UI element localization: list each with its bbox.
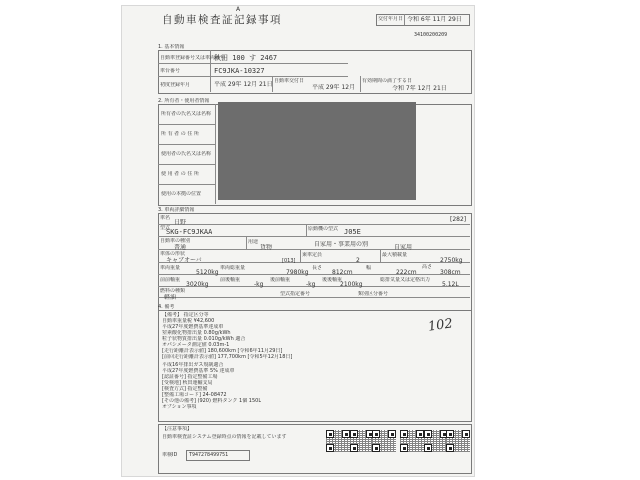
use-value: 貨物 xyxy=(260,244,273,251)
issue-date-label: 交付年月日 xyxy=(378,16,404,22)
model-value: SKG-FC9JKAA xyxy=(166,228,213,236)
remark-line: オプション事項 xyxy=(162,404,197,410)
owner-address-label: 所 有 者 の 住 所 xyxy=(161,131,199,137)
redaction-block xyxy=(218,102,416,200)
length-value: 812cm xyxy=(332,269,353,276)
weight-label: 車両重量 xyxy=(160,265,181,271)
width-value: 222cm xyxy=(396,269,417,276)
body-code: [013] xyxy=(282,258,296,264)
remark-line: 【備考】 指定区分等 xyxy=(162,312,209,318)
capacity-label: 乗車定員 xyxy=(302,252,323,258)
document-title: 自動車検査証記録事項 xyxy=(162,14,282,26)
issued-label: 自動車交付日 xyxy=(274,78,305,84)
kind-label: 自動車の種別 xyxy=(160,238,191,244)
basic-section-title: 1. 基本情報 xyxy=(158,44,185,50)
qr-code xyxy=(372,430,396,452)
engine-value: J05E xyxy=(344,228,361,236)
inspection-certificate-sheet xyxy=(122,6,474,476)
rf-axle-label: 後前軸重 xyxy=(270,277,291,283)
class-label: 類別区分番号 xyxy=(358,291,389,297)
max-load-label: 最大積載量 xyxy=(382,252,408,258)
disp-value: 5.12L xyxy=(442,281,459,288)
remark-line: [前回走行距離計表示値] 177,700km [令和5年12月18日] xyxy=(162,354,293,360)
qr-code xyxy=(424,430,448,452)
rear-axle-label: 後後軸重 xyxy=(322,277,343,283)
weight-value: 5120kg xyxy=(196,269,219,276)
remark-line: 平成27年度燃費基準 5% 達成車 xyxy=(162,368,235,374)
expiry-value: 令和 7年 12月 21日 xyxy=(392,85,447,92)
maker-code: [282] xyxy=(450,216,467,223)
notes-line: 自動車検査証システム登録時点の情報を記載しています xyxy=(162,434,287,440)
width-label: 幅 xyxy=(366,265,372,271)
fr-axle-value: -kg xyxy=(254,281,264,288)
qr-code xyxy=(446,430,470,452)
remark-line: [その他の備考] (920) 燃料タンク 1個 150L xyxy=(162,398,262,404)
fr-axle-label: 前後軸重 xyxy=(220,277,241,283)
chassis-value: FC9JKA-10327 xyxy=(214,67,265,75)
expiry-label: 有効期間の満了する日 xyxy=(362,78,413,84)
fuel-value: 軽油 xyxy=(164,294,177,301)
capacity-value: 2 xyxy=(356,257,360,264)
remarks-section-title: 4. 備考 xyxy=(158,304,175,310)
chassis-label: 車台番号 xyxy=(160,68,181,74)
kind-value: 普通 xyxy=(174,244,187,251)
length-label: 長さ xyxy=(312,265,323,271)
business-label: 自家用・事業用の別 xyxy=(314,241,369,248)
remark-line: [認証番号] 指定整備工場 xyxy=(162,374,218,380)
base-location-label: 使用の本拠の位置 xyxy=(161,191,202,197)
max-load-value: 2750kg xyxy=(440,257,463,264)
owner-name-label: 所有者の氏名又は名称 xyxy=(161,111,212,117)
body-label: 車体の形状 xyxy=(160,251,186,257)
reg-value: 秋田 100 す 2467 xyxy=(214,54,278,62)
header-mark: A xyxy=(236,6,241,13)
use-label: 用途 xyxy=(248,239,259,245)
remark-line: [走行距離計表示値] 180,600km [令和6年11月29日] xyxy=(162,348,283,354)
type-approval-label: 型式指定番号 xyxy=(280,291,311,297)
remark-line: 平成27年度燃費基準達成車 xyxy=(162,324,224,330)
vehicle-id-label: 車検ID xyxy=(162,452,178,458)
remark-line: 窒素酸化物排出量 0.80g/kWh xyxy=(162,330,231,336)
user-address-label: 使 用 者 の 住 所 xyxy=(161,171,199,177)
notes-title: 【注意事項】 xyxy=(162,426,193,432)
front-axle-label: 前前軸重 xyxy=(160,277,181,283)
vehicle-id-value: T947278499751 xyxy=(189,452,229,458)
rear-axle-value: 2100kg xyxy=(340,281,363,288)
remark-line: 平成16年排出ガス規制適合 xyxy=(162,362,224,368)
user-name-label: 使用者の氏名又は名称 xyxy=(161,151,212,157)
body-value: キャブオーバ xyxy=(166,257,202,264)
vehicle-section-title: 3. 車両詳細情報 xyxy=(158,207,195,213)
qr-code xyxy=(326,430,350,452)
maker-value: 日野 xyxy=(174,219,187,226)
qr-code xyxy=(400,430,424,452)
qr-code xyxy=(350,430,374,452)
front-axle-value: 3020kg xyxy=(186,281,209,288)
handwritten-note: 102 xyxy=(427,316,454,335)
rf-axle-value: -kg xyxy=(306,281,316,288)
remark-line: 自動車重量税 ¥42,600 xyxy=(162,318,215,324)
owner-section-title: 2. 所有者・使用者情報 xyxy=(158,98,210,104)
height-value: 308cm xyxy=(440,269,461,276)
gross-label: 車両総重量 xyxy=(220,265,246,271)
maker-label: 車名 xyxy=(160,215,171,221)
first-reg-label: 初度登録年月 xyxy=(160,82,191,88)
engine-label: 原動機の型式 xyxy=(308,226,339,232)
remark-line: [整備工場コード] 24-08472 xyxy=(162,392,227,398)
gross-value: 7980kg xyxy=(286,269,309,276)
document-number: 34100200209 xyxy=(414,32,448,38)
fuel-label: 燃料の種類 xyxy=(160,288,186,294)
height-label: 高さ xyxy=(422,264,433,270)
remark-line: [受検地] 秋田運輸支局 xyxy=(162,380,213,386)
reg-label: 自動車登録番号又は車両番号 xyxy=(160,55,226,61)
model-label: 型式 xyxy=(160,225,171,231)
issued-value: 平成 29年 12月 xyxy=(312,84,356,91)
business-value: 自家用 xyxy=(394,244,413,251)
issue-date-value: 令和 6年 11月 29日 xyxy=(407,16,462,23)
remark-line: 粒子状物質排出量 0.010g/kWh 適合 xyxy=(162,336,246,342)
remark-line: [検査方式] 指定整備 xyxy=(162,386,208,392)
remark-line: オパシメータ測定値 0.03m-1 xyxy=(162,342,230,348)
first-reg-value: 平成 29年 12月 21日 xyxy=(214,81,273,88)
disp-label: 総排気量又は定格出力 xyxy=(380,277,431,283)
